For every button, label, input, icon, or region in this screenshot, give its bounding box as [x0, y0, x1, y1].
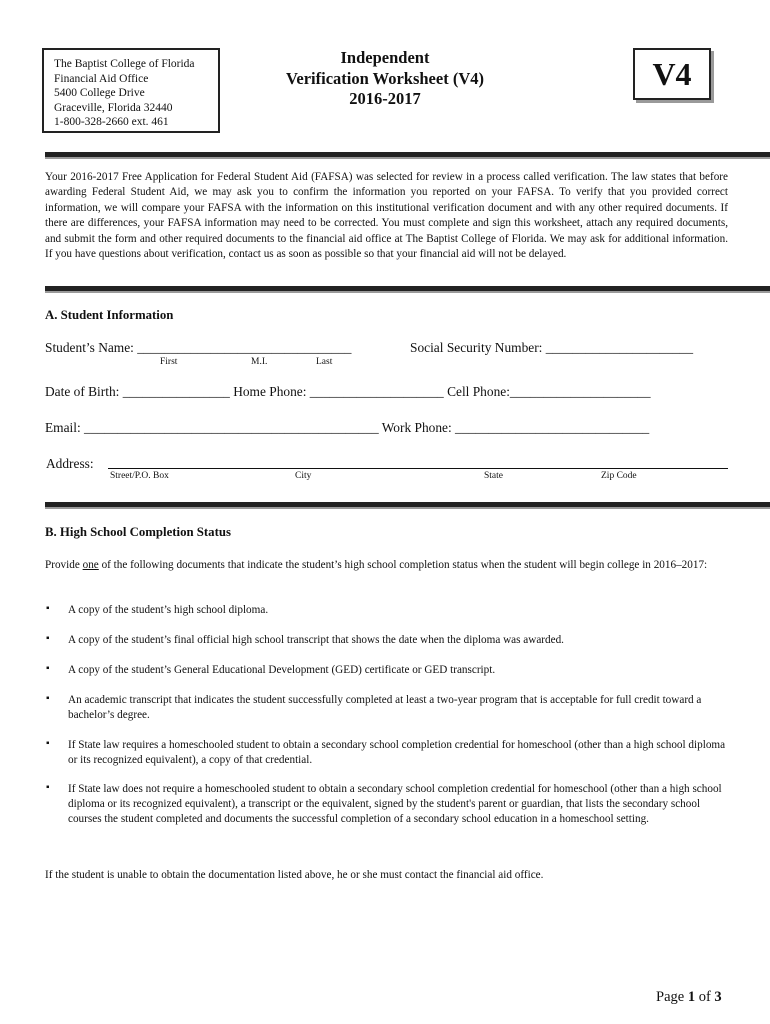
- address-input-line[interactable]: [108, 468, 728, 469]
- page-of: of: [698, 989, 711, 1005]
- address-line: Financial Aid Office: [54, 72, 149, 85]
- address-line: 1-800-328-2660 ext. 461: [54, 116, 169, 129]
- list-item: A copy of the student’s General Educational Development (GED) certificate or GED transcript.: [68, 664, 496, 676]
- list-item: A copy of the student’s high school diploma.: [68, 604, 269, 616]
- dob-phone-fields[interactable]: Date of Birth: ________________ Home Phone: ____________________ Cell Phone:_____________________: [45, 384, 651, 399]
- list-item: A copy of the student’s final official high school transcript that shows the date when the diploma was awarded.: [68, 634, 564, 646]
- bullet-icon: ▪: [46, 633, 50, 644]
- section-a-title: A. Student Information: [45, 308, 174, 322]
- list-item: If State law does not require a homeschooled student to obtain a secondary school completion credential for homeschool (other than a high school diploma or its recognized equivalent), a transcript or the equivalent, signed by the student's parent or guardian, that lists the secondary school courses the student completed and documents the successful completion of a secondary school education in a homeschool setting.: [68, 783, 722, 826]
- name-sub-last: Last: [316, 357, 333, 367]
- divider: [45, 286, 770, 291]
- bullet-icon: ▪: [46, 603, 50, 614]
- address-label: Address:: [46, 456, 94, 471]
- title-line: Independent: [340, 48, 430, 67]
- name-sub-mi: M.I.: [251, 357, 268, 367]
- address-sub-city: City: [295, 471, 312, 481]
- divider: [45, 152, 770, 157]
- list-item: An academic transcript that indicates the student successfully completed at least a two-year program that is acceptable for full credit toward a bachelor’s degree.: [68, 694, 702, 722]
- address-line: Graceville, Florida 32440: [54, 101, 173, 114]
- bullet-icon: ▪: [46, 782, 50, 793]
- bullet-icon: ▪: [46, 693, 50, 704]
- address-line: 5400 College Drive: [54, 87, 145, 100]
- worksheet-title: [255, 48, 515, 110]
- footer-note: If the student is unable to obtain the documentation listed above, he or she must contact the financial aid office.: [45, 869, 544, 881]
- page-number: [656, 989, 722, 1006]
- page-total: 3: [714, 989, 722, 1005]
- intro-emphasis: one: [82, 559, 99, 571]
- address-sub-street: Street/P.O. Box: [110, 471, 169, 481]
- page-current: 1: [687, 989, 696, 1005]
- ssn-field[interactable]: Social Security Number: ______________________: [410, 340, 694, 355]
- section-b-intro: [45, 558, 728, 573]
- divider: [45, 502, 770, 507]
- intro-text-end: of the following documents that indicate the student’s high school completion status when the student will begin college in 2016–2017:: [98, 559, 708, 571]
- bullet-icon: ▪: [46, 738, 50, 749]
- list-item: If State law requires a homeschooled student to obtain a secondary school completion credential for homeschool (other than a high school diploma or its recognized equivalent), a copy of that credential.: [68, 739, 726, 767]
- student-name-field[interactable]: Student’s Name: ________________________________: [45, 340, 352, 355]
- address-line: The Baptist College of Florida: [54, 58, 195, 70]
- page-label: Page: [656, 989, 685, 1005]
- address-sub-state: State: [484, 471, 503, 481]
- title-line: 2016-2017: [349, 89, 421, 108]
- version-badge: [633, 48, 711, 100]
- bullet-icon: ▪: [46, 663, 50, 674]
- intro-text-start: Provide: [45, 559, 83, 571]
- version-badge-label: V4: [652, 55, 692, 92]
- address-sub-zip: Zip Code: [601, 471, 637, 481]
- college-address-box: [42, 48, 220, 133]
- intro-paragraph: Your 2016-2017 Free Application for Federal Student Aid (FAFSA) was selected for review in a process called verification. The law states that before awarding Federal Student Aid, we may ask you to confirm the information you reported on your FAFSA. To verify that you provided correct information, we will compare your FAFSA with the information on this institutional verification document and with any other required documents. If there are differences, your FAFSA information may need to be corrected. You must complete and sign this worksheet, attach any required documents, and submit the form and other required documents to the financial aid office at The Baptist College of Florida. We may ask for additional information. If you have questions about verification, contact us as soon as possible so that your financial aid will not be delayed.: [45, 171, 728, 261]
- name-sub-first: First: [160, 357, 178, 367]
- email-work-phone-fields[interactable]: Email: ____________________________________________ Work Phone: _____________________________: [45, 420, 650, 435]
- section-b-title: B. High School Completion Status: [45, 525, 231, 539]
- title-line: Verification Worksheet (V4): [286, 68, 484, 88]
